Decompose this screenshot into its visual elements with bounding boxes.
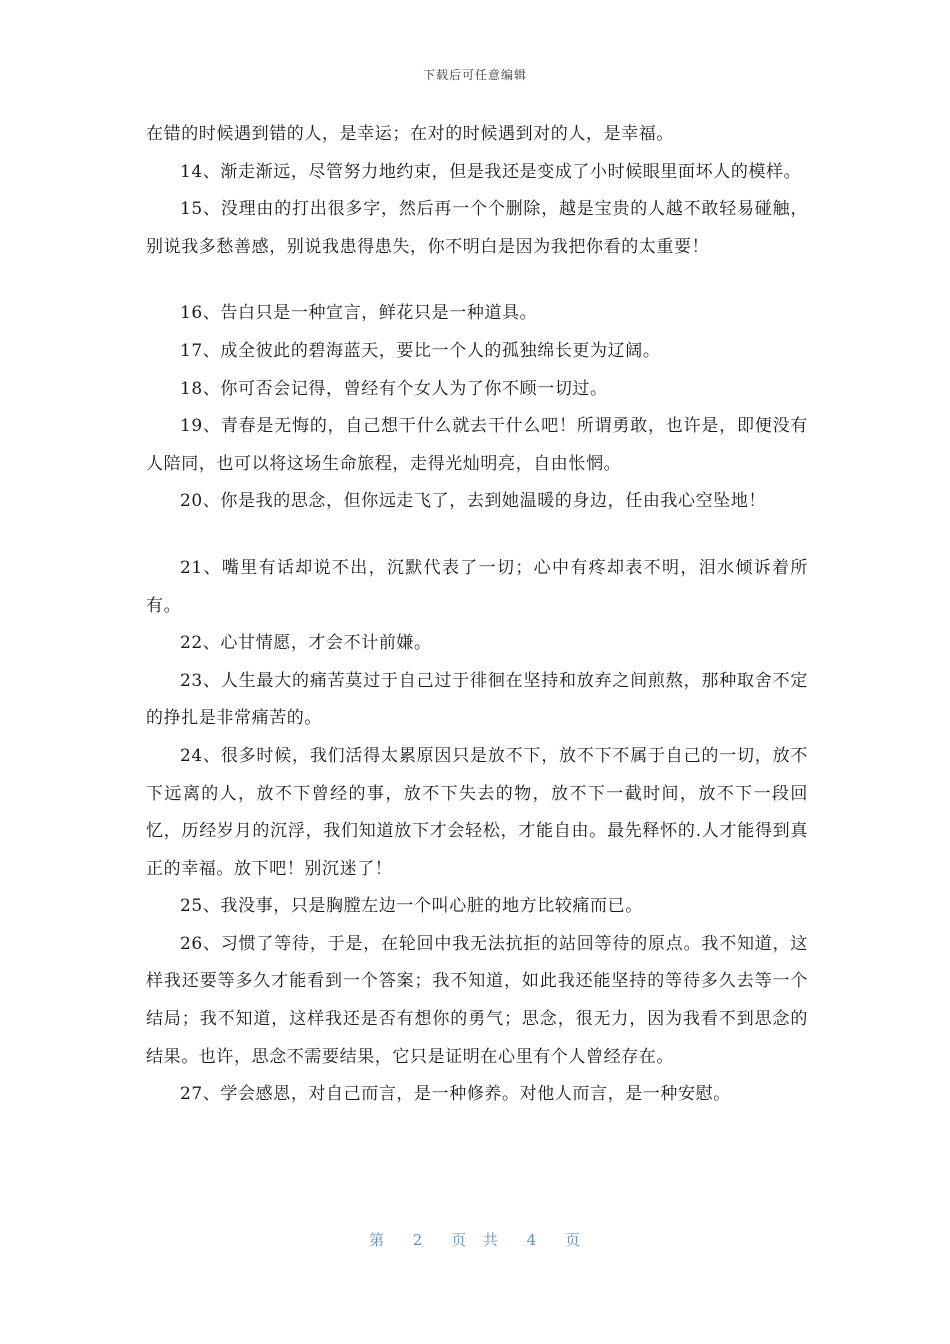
page-footer — [0, 1229, 950, 1250]
paragraph-24: 24、很多时候，我们活得太累原因只是放不下，放不下不属于自己的一切，放不下远离的人，放不下曾经的事，放不下失去的物，放不下一截时间，放不下一段回忆，历经岁月的沉浮，我们知道放下才会轻松，才能自由。最先释怀的.人才能得到真正的幸福。放下吧！别沉迷了！ — [146, 745, 808, 879]
paragraph-20: 20、你是我的思念，但你远走飞了，去到她温暖的身边，任由我心空坠地！ — [180, 491, 767, 512]
total-pages-number: 4 — [526, 1231, 538, 1249]
paragraph-25: 25、我没事，只是胸膛左边一个叫心脏的地方比较痛而已。 — [180, 896, 643, 917]
paragraph-27: 27、学会感恩，对自己而言，是一种修养。对他人而言，是一种安慰。 — [180, 1084, 731, 1105]
page-header: 下载后可任意编辑 — [422, 68, 527, 82]
footer-middle: 页 共 — [451, 1231, 499, 1249]
paragraph-22: 22、心甘情愿，才会不计前嫌。 — [180, 633, 432, 654]
footer-suffix: 页 — [565, 1231, 582, 1249]
paragraph-21: 21、嘴里有话却说不出，沉默代表了一切；心中有疼却表不明，泪水倾诉着所有。 — [146, 557, 808, 616]
paragraph-continuation: 在错的时候遇到错的人，是幸运；在对的时候遇到对的人，是幸福。 — [146, 124, 674, 144]
paragraph-26: 26、习惯了等待，于是，在轮回中我无法抗拒的站回等待的原点。我不知道，这样我还要等多久才能看到一个答案；我不知道，如此我还能坚持的等待多久去等一个结局；我不知道，这样我还是否有想你的勇气；思念，很无力，因为我看不到思念的结果。也许，思念不需要结果，它只是证明在心里有个人曾经存在。 — [146, 933, 808, 1067]
current-page-number: 2 — [412, 1231, 424, 1249]
paragraph-16: 16、告白只是一种宣言，鲜花只是一种道具。 — [180, 303, 538, 324]
paragraph-17: 17、成全彼此的碧海蓝天，要比一个人的孤独绵长更为辽阔。 — [180, 340, 661, 361]
paragraph-19: 19、青春是无悔的，自己想干什么就去干什么吧！所谓勇敢，也许是，即便没有人陪同，也可以将这场生命旅程，走得光灿明亮，自由怅惘。 — [146, 416, 808, 474]
paragraph-15: 15、没理由的打出很多字，然后再一个个删除，越是宝贵的人越不敢轻易碰触，别说我多愁善感，别说我患得患失，你不明白是因为我把你看的太重要！ — [146, 199, 808, 257]
footer-prefix: 第 — [368, 1231, 385, 1249]
section-gap — [146, 266, 808, 295]
section-gap — [146, 521, 808, 550]
paragraph-23: 23、人生最大的痛苦莫过于自己过于徘徊在坚持和放弃之间煎熬，那种取舍不定的挣扎是非常痛苦的。 — [146, 670, 808, 729]
paragraph-14: 14、渐走渐远，尽管努力地约束，但是我还是变成了小时候眼里面坏人的模样。 — [180, 161, 802, 182]
paragraph-18: 18、你可否会记得，曾经有个女人为了你不顾一切过。 — [180, 378, 608, 399]
document-body — [146, 116, 808, 1114]
